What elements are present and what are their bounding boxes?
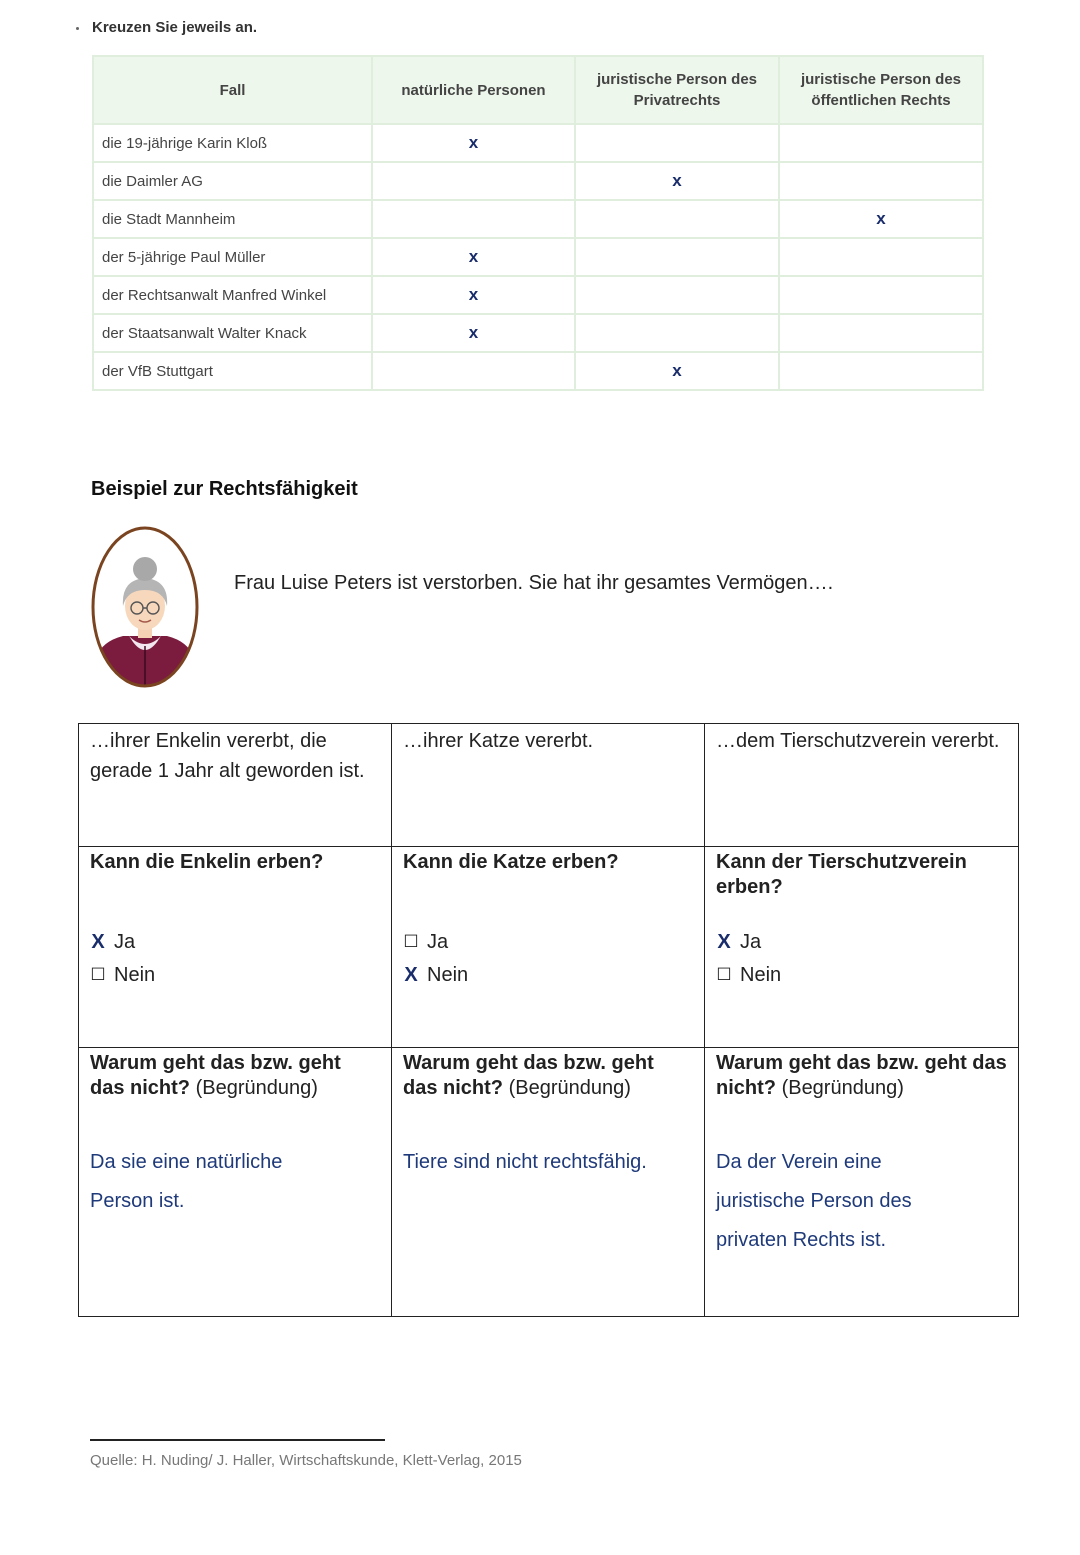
mark-cell[interactable] xyxy=(779,238,983,276)
table-header-row xyxy=(93,56,983,124)
footnote-source: Quelle: H. Nuding/ J. Haller, Wirtschaftskunde, Klett-Verlag, 2015 xyxy=(90,1452,522,1469)
scenario-cell xyxy=(392,724,705,847)
mark-cell[interactable]: x xyxy=(575,162,779,200)
option-no[interactable] xyxy=(90,958,380,991)
option-no[interactable] xyxy=(403,958,693,991)
table-row xyxy=(93,238,983,276)
mark-cell[interactable]: x xyxy=(779,200,983,238)
mark-cell[interactable] xyxy=(779,124,983,162)
answer-line: Tiere sind nicht rechtsfähig. xyxy=(403,1151,647,1173)
reason-title-bold: Warum geht das bzw. geht das nicht? xyxy=(716,1052,1007,1099)
reason-cell xyxy=(392,1048,705,1317)
checkbox-icon[interactable]: ☐ xyxy=(716,964,732,984)
mark-cell[interactable] xyxy=(575,314,779,352)
checked-box-icon[interactable]: X xyxy=(91,930,105,953)
table-row xyxy=(93,124,983,162)
scenario-text: …ihrer Enkelin vererbt, die gerade 1 Jahr alt geworden ist. xyxy=(90,730,365,782)
question-title: Kann die Katze erben? xyxy=(403,851,619,873)
reason-cell xyxy=(79,1048,392,1317)
option-no[interactable] xyxy=(716,958,1007,991)
header-public-law: juristische Person des öffentlichen Rechts xyxy=(779,56,983,124)
table-row xyxy=(93,314,983,352)
scenario-cell xyxy=(79,724,392,847)
answer-line: Da der Verein eine xyxy=(716,1151,882,1173)
mark-cell[interactable] xyxy=(779,276,983,314)
answer-line: juristische Person des xyxy=(716,1190,912,1212)
intro-text: Frau Luise Peters ist verstorben. Sie hat ihr gesamtes Vermögen…. xyxy=(234,572,834,594)
option-yes[interactable] xyxy=(716,925,1007,958)
reason-title-bold: Warum geht das bzw. geht das nicht? xyxy=(403,1052,654,1099)
mark-cell[interactable] xyxy=(575,124,779,162)
reason-suffix: (Begründung) xyxy=(508,1077,631,1099)
option-label: Ja xyxy=(114,930,136,953)
scenario-cell xyxy=(705,724,1019,847)
case-cell: die Stadt Mannheim xyxy=(93,200,372,238)
mark-cell[interactable]: x xyxy=(372,124,575,162)
answer-line: Person ist. xyxy=(90,1190,185,1212)
mark-cell[interactable]: x xyxy=(372,276,575,314)
answer-text[interactable] xyxy=(90,1143,380,1221)
header-case: Fall xyxy=(93,56,372,124)
question-title: Kann die Enkelin erben? xyxy=(90,851,324,873)
mark-cell[interactable] xyxy=(372,200,575,238)
reason-title xyxy=(403,1051,693,1101)
mark-cell[interactable] xyxy=(575,238,779,276)
mark-cell[interactable] xyxy=(575,200,779,238)
option-label: Ja xyxy=(740,930,762,953)
case-cell: der Staatsanwalt Walter Knack xyxy=(93,314,372,352)
checkbox-icon[interactable]: ☐ xyxy=(403,931,419,951)
case-cell: der VfB Stuttgart xyxy=(93,352,372,390)
answer-text[interactable] xyxy=(716,1143,1007,1260)
question-cell xyxy=(705,847,1019,1048)
mark-cell[interactable] xyxy=(372,352,575,390)
reason-title-bold: Warum geht das bzw. geht das nicht? xyxy=(90,1052,341,1099)
table-row xyxy=(93,352,983,390)
table-row xyxy=(93,200,983,238)
instruction-text: Kreuzen Sie jeweils an. xyxy=(92,19,258,36)
mark-cell[interactable] xyxy=(779,352,983,390)
case-cell: der Rechtsanwalt Manfred Winkel xyxy=(93,276,372,314)
mark-cell[interactable]: x xyxy=(372,314,575,352)
table-row xyxy=(93,162,983,200)
option-label: Nein xyxy=(427,963,469,986)
case-cell: die 19-jährige Karin Kloß xyxy=(93,124,372,162)
case-cell: die Daimler AG xyxy=(93,162,372,200)
option-label: Nein xyxy=(114,963,156,986)
case-cell: der 5-jährige Paul Müller xyxy=(93,238,372,276)
mark-cell[interactable]: x xyxy=(372,238,575,276)
reason-title xyxy=(716,1051,1007,1101)
reason-row xyxy=(79,1048,1019,1317)
checked-box-icon[interactable]: X xyxy=(717,930,731,953)
mark-cell[interactable] xyxy=(372,162,575,200)
scenario-grid xyxy=(78,723,1019,1317)
option-yes[interactable] xyxy=(403,925,693,958)
mark-cell[interactable] xyxy=(779,162,983,200)
question-row xyxy=(79,847,1019,1048)
question-cell xyxy=(392,847,705,1048)
section-heading: Beispiel zur Rechtsfähigkeit xyxy=(91,478,358,500)
scenario-text: …ihrer Katze vererbt. xyxy=(403,730,594,752)
mark-cell[interactable]: x xyxy=(575,352,779,390)
header-natural-persons: natürliche Personen xyxy=(372,56,575,124)
scenario-text: …dem Tierschutzverein vererbt. xyxy=(716,730,1000,752)
header-private-law: juristische Person des Privatrechts xyxy=(575,56,779,124)
option-label: Nein xyxy=(740,963,782,986)
question-title: Kann der Tierschutzverein erben? xyxy=(716,851,967,898)
table-row xyxy=(93,276,983,314)
mark-cell[interactable] xyxy=(575,276,779,314)
reason-cell xyxy=(705,1048,1019,1317)
option-label: Ja xyxy=(427,930,449,953)
answer-line: privaten Rechts ist. xyxy=(716,1229,887,1251)
bullet-dot xyxy=(76,27,79,30)
answer-text[interactable] xyxy=(403,1143,693,1182)
option-yes[interactable] xyxy=(90,925,380,958)
reason-suffix: (Begründung) xyxy=(195,1077,318,1099)
question-cell xyxy=(79,847,392,1048)
footnote-divider xyxy=(90,1439,385,1441)
reason-title xyxy=(90,1051,380,1101)
checked-box-icon[interactable]: X xyxy=(404,963,418,986)
checkbox-icon[interactable]: ☐ xyxy=(90,964,106,984)
scenario-row xyxy=(79,724,1019,847)
reason-suffix: (Begründung) xyxy=(781,1077,904,1099)
answer-line: Da sie eine natürliche xyxy=(90,1151,283,1173)
classification-table xyxy=(92,55,984,391)
mark-cell[interactable] xyxy=(779,314,983,352)
grandmother-portrait-icon xyxy=(89,524,201,690)
